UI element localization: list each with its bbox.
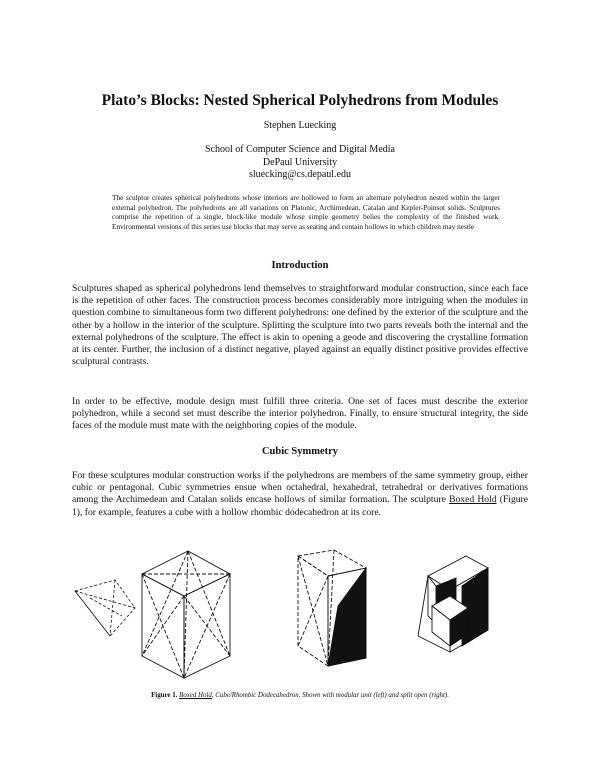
paragraph-cubic-1-text-a: For these sculptures modular construction works if the polyhedrons are members of the same symmetry group, either cubic or pentagonal. Cubic symmetries ensue when octahedral, hexahedral, tetrahedral or derivatives formations among the Archimedean and Catalan solids encase hollows of similar formation. The sculpture — [72, 470, 528, 506]
split-cube-half-drawing — [298, 550, 366, 666]
split-open-cube-drawing — [418, 556, 488, 652]
figure-1-caption — [0, 692, 600, 699]
module-unit-drawing — [75, 580, 135, 636]
author-name: Stephen Luecking — [263, 120, 337, 131]
paper-title: Plato’s Blocks: Nested Spherical Polyhedrons from Modules — [101, 92, 499, 109]
abstract: The sculptor creates spherical polyhedrons whose interiors are hollowed to form an alternate polyhedron nested within the larger external polyhedron. The polyhedrons are all variations on Platonic, Archimedean, Catalan and Kepler-Poinsot solids. Sculptures comprise the repetition of a single, block-like module whose simple geometry belies the complexity of the finished work. Environmental versions of this series use blocks that may serve as seating and contain hollows in which children may nestle — [112, 193, 500, 231]
caption-boxed-hold-link[interactable]: Boxed Hold — [179, 692, 212, 699]
author-email: sluecking@cs.depaul.edu — [249, 169, 351, 180]
affiliation — [0, 144, 600, 182]
caption-label: Figure 1. — [151, 692, 178, 699]
section-heading-introduction: Introduction — [271, 260, 329, 271]
section-heading-cubic-symmetry: Cubic Symmetry — [261, 446, 339, 457]
paragraph-cubic-1 — [72, 470, 528, 519]
affiliation-school: School of Computer Science and Digital Media — [205, 144, 395, 155]
cube-wireframe-drawing — [142, 551, 230, 678]
paragraph-cubic-1-text-b: (Figure 1), for example, features a cube with a hollow rhombic dodecahedron at its core. — [72, 494, 528, 518]
affiliation-university: DePaul University — [262, 156, 338, 168]
caption-text: , Cube/Rhombic Dodecahedron. Shown with modular unit (left) and split open (right). — [211, 692, 449, 699]
figure-1-illustration — [70, 546, 530, 684]
paragraph-intro-1: Sculptures shaped as spherical polyhedrons lend themselves to straightforward modular construction, since each face is the repetition of other faces. The construction process becomes considerably more intriguing when the modules in question combine to simultaneous form two different polyhedrons: one defined by the exterior of the sculpture and the other by a hollow in the interior of the sculpture. Splitting the sculpture into two parts reveals both the internal and the external polyhedrons of the sculpture. The effect is akin to opening a geode and discovering the crystalline formation at its center. Further, the inclusion of a distinct negative, played against an equally distinct positive provides effective sculptural contrasts. — [72, 283, 528, 368]
paragraph-intro-2: In order to be effective, module design must fulfill three criteria. One set of faces must describe the exterior polyhedron, while a second set must describe the interior polyhedron. Finally, to ensure structural integrity, the side faces of the module must mate with the neighboring copies of the module. — [72, 396, 528, 432]
boxed-hold-link[interactable]: Boxed Hold — [449, 494, 497, 506]
